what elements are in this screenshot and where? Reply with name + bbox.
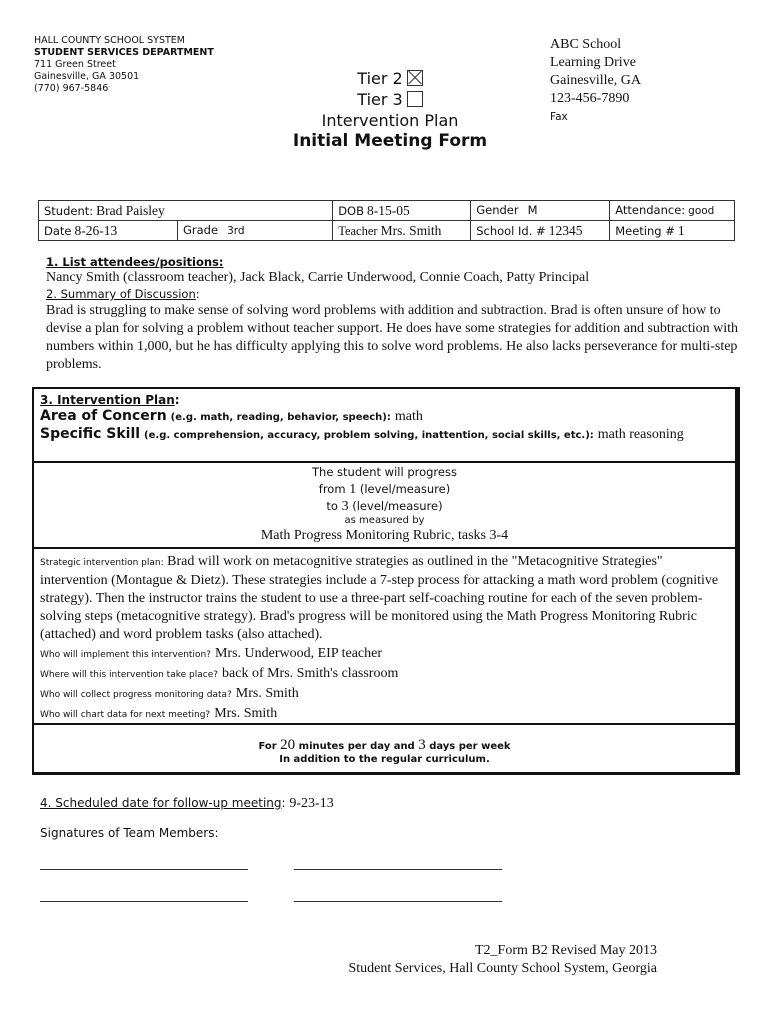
minutes-label: minutes per day and — [298, 741, 415, 752]
plan-heading-text: 3. Intervention Plan — [40, 393, 175, 407]
progress-line: The student will progress — [312, 465, 457, 479]
concern-value: math — [394, 409, 423, 424]
signature-line[interactable] — [40, 900, 248, 902]
school-id-value: 12345 — [548, 222, 583, 238]
district-phone: (770) 967-5846 — [34, 83, 109, 94]
meeting-label: Meeting # — [615, 223, 675, 238]
summary-text: Brad is struggling to make sense of solving word problems with addition and subtraction. Brad is often unsure of how to devise a plan for solving a problem without teacher support. He does have some strategies for addition and subtraction with numbers within 1,000, but he has difficulty applying this to solve word problems. He also lacks perseverance for multi-step problems. — [46, 303, 739, 372]
who-implement-label: Who will implement this intervention? — [40, 650, 211, 660]
tier3-row — [0, 89, 770, 110]
plan-heading-colon: : — [174, 393, 180, 407]
strategic-plan — [40, 553, 728, 644]
followup-colon: : — [281, 796, 286, 810]
frequency-line — [34, 725, 735, 754]
school-phone: 123-456-7890 — [550, 91, 630, 106]
skill-row — [40, 425, 700, 445]
district-name: HALL COUNTY SCHOOL SYSTEM — [34, 35, 185, 46]
where-row — [40, 664, 735, 684]
tier2-checkbox[interactable] — [407, 70, 423, 86]
date-cell — [39, 221, 178, 241]
concern-label: Area of Concern — [40, 408, 167, 424]
to-unit: (level/measure) — [352, 499, 443, 513]
who-implement-row — [40, 644, 735, 664]
school-street: Learning Drive — [550, 55, 636, 70]
date-label: Date — [44, 223, 72, 238]
intervention-plan-box — [32, 387, 740, 775]
strategic-label: Strategic intervention plan: — [40, 558, 164, 568]
school-name: ABC School — [550, 37, 622, 52]
table-row — [39, 221, 735, 241]
who-collect-label: Who will collect progress monitoring data? — [40, 690, 232, 700]
measure-tool: Math Progress Monitoring Rubric, tasks 3-4 — [260, 528, 509, 543]
frequency-section — [34, 725, 735, 774]
to-value: 3 — [341, 499, 349, 514]
attendance-cell — [610, 201, 735, 221]
student-label: Student: — [44, 203, 94, 218]
gender-label: Gender — [476, 203, 519, 217]
gender-cell — [471, 201, 610, 221]
teacher-label: Teacher — [338, 223, 378, 238]
progress-goal-section — [34, 463, 735, 549]
who-chart-row — [40, 704, 735, 724]
tier3-label: Tier 3 — [357, 90, 403, 109]
days-value: 3 — [418, 737, 426, 753]
date-value: 8-26-13 — [74, 222, 118, 238]
form-title: Intervention Plan — [321, 111, 459, 130]
form-footer — [349, 942, 658, 978]
from-label: from — [318, 482, 346, 496]
signatures-heading: Signatures of Team Members: — [40, 826, 219, 840]
signature-line[interactable] — [294, 900, 502, 902]
strategic-plan-section — [34, 549, 735, 725]
tier2-label: Tier 2 — [357, 69, 403, 88]
gender-value: M — [527, 203, 538, 217]
grade-cell — [178, 221, 333, 241]
where-label: Where will this intervention take place? — [40, 670, 219, 680]
meeting-value: 1 — [677, 222, 685, 238]
days-label: days per week — [429, 741, 511, 752]
from-line — [34, 481, 735, 498]
summary-heading-colon: : — [195, 287, 200, 301]
attendees-list: Nancy Smith (classroom teacher), Jack Black, Carrie Underwood, Connie Coach, Patty Principal — [46, 270, 590, 285]
who-collect-value: Mrs. Smith — [235, 686, 299, 701]
dob-cell — [333, 201, 471, 221]
frequency-for: For — [258, 741, 277, 752]
school-id-cell — [471, 221, 610, 241]
signature-line[interactable] — [40, 868, 248, 870]
district-street: 711 Green Street — [34, 59, 116, 70]
who-implement-value: Mrs. Underwood, EIP teacher — [214, 646, 382, 661]
student-cell — [39, 201, 333, 221]
summary-heading-text: 2. Summary of Discussion — [46, 287, 196, 301]
attendance-label: Attendance: — [615, 203, 686, 217]
followup-label: 4. Scheduled date for follow-up meeting — [40, 796, 282, 810]
form-subtitle: Initial Meeting Form — [292, 131, 488, 151]
summary-heading — [46, 287, 746, 301]
form-title-block — [0, 68, 770, 152]
district-city: Gainesville, GA 30501 — [34, 71, 140, 82]
where-value: back of Mrs. Smith's classroom — [222, 666, 399, 681]
signature-line[interactable] — [294, 868, 502, 870]
meeting-cell — [610, 221, 735, 241]
form-source: Student Services, Hall County School System, Georgia — [348, 961, 657, 976]
form-revision: T2_Form B2 Revised May 2013 — [475, 943, 657, 958]
school-city: Gainesville, GA — [550, 73, 641, 88]
teacher-cell — [333, 221, 471, 241]
plan-heading — [40, 393, 735, 407]
dob-label: DOB — [338, 203, 364, 218]
to-label: to — [326, 499, 338, 513]
table-row — [39, 201, 735, 221]
student-value: Brad Paisley — [96, 202, 165, 218]
skill-label: Specific Skill — [40, 426, 141, 442]
skill-value: math reasoning — [597, 427, 684, 442]
to-line — [34, 498, 735, 515]
tier2-row — [0, 68, 770, 89]
measured-by-label: as measured by — [344, 515, 425, 526]
attendance-value: good — [688, 205, 715, 217]
department-name: STUDENT SERVICES DEPARTMENT — [34, 47, 214, 58]
concern-hint: (e.g. math, reading, behavior, speech): — [170, 412, 391, 423]
who-collect-row — [40, 684, 735, 704]
frequency-note: In addition to the regular curriculum. — [279, 754, 490, 765]
who-chart-label: Who will chart data for next meeting? — [40, 710, 211, 720]
followup-date: 9-23-13 — [289, 796, 334, 811]
concern-section — [34, 389, 735, 463]
who-chart-value: Mrs. Smith — [214, 706, 278, 721]
grade-value: 3rd — [227, 225, 245, 237]
skill-hint: (e.g. comprehension, accuracy, problem solving, inattention, social skills, etc.): — [144, 430, 594, 441]
from-unit: (level/measure) — [359, 482, 451, 496]
attendees-heading: 1. List attendees/positions: — [46, 255, 224, 269]
from-value: 1 — [349, 482, 357, 497]
school-id-label: School Id. # — [476, 223, 546, 238]
followup-row — [40, 796, 334, 812]
minutes-value: 20 — [280, 737, 296, 753]
tier3-checkbox[interactable] — [407, 91, 423, 107]
grade-label: Grade — [183, 223, 219, 237]
school-fax: Fax — [550, 111, 568, 123]
strategic-value: Brad will work on metacognitive strategies as outlined in the "Metacognitive Strategies" intervention (Montague & Dietz). These strategies include a 7-step process for attacking a math word problem (cognitive strategy). Then the instructor trains the student to use a three-part self-coaching routine for each of the seven problem-solving steps (metacognitive strategy). Brad's progress will be monitored using the Math Progress Monitoring Rubric (attached) and word problem tasks (also attached). — [40, 554, 719, 642]
dob-value: 8-15-05 — [367, 202, 410, 218]
teacher-value: Mrs. Smith — [380, 222, 442, 238]
student-info-table — [38, 200, 735, 241]
concern-row — [40, 407, 735, 425]
